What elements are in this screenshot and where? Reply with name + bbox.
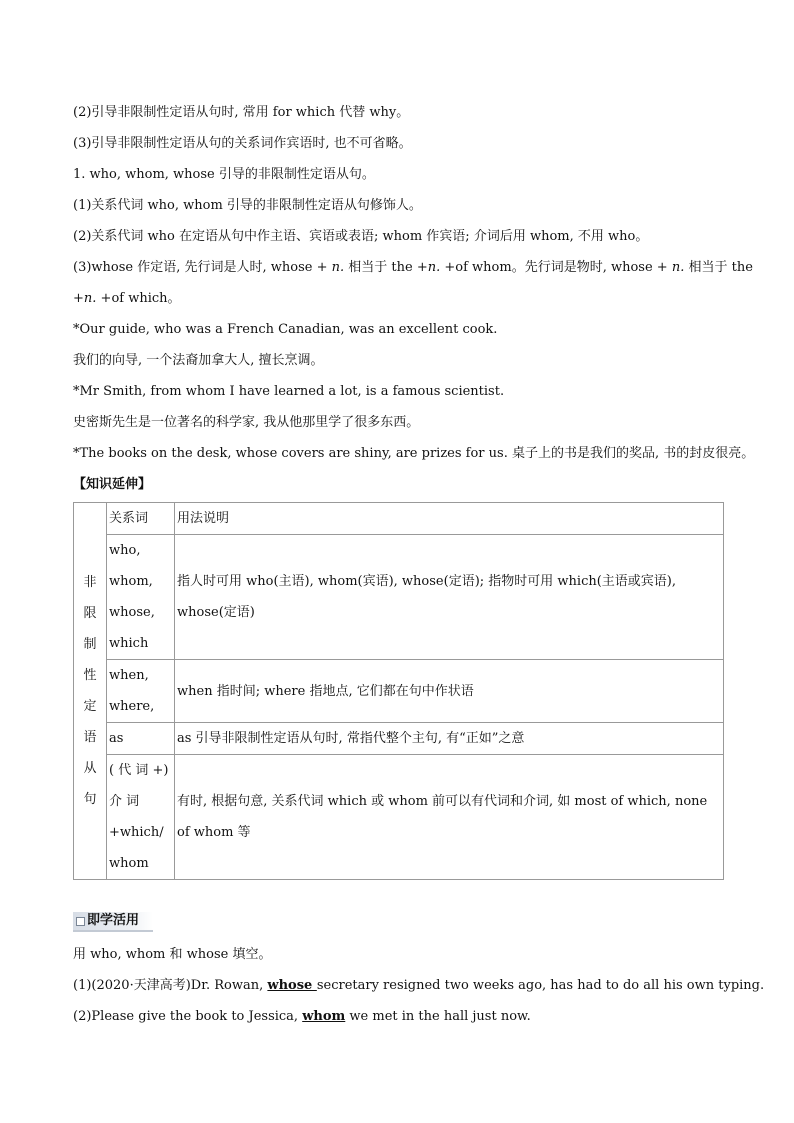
question-text: (1)(2020·天津高考)Dr. Rowan,	[73, 978, 268, 993]
relative-word: who,	[109, 543, 141, 558]
relative-word: where,	[109, 699, 155, 714]
text-line	[73, 258, 753, 278]
noun-abbr: n.	[427, 260, 441, 275]
section-heading: 【知识延伸】	[73, 477, 152, 492]
side-char: 句	[83, 792, 97, 807]
text-line: (3)引导非限制性定语从句的关系词作宾语时, 也不可省略。	[73, 136, 412, 151]
text-segment: 相当于 the	[684, 260, 753, 275]
side-char: 限	[83, 606, 97, 621]
text-line: (2)引导非限制性定语从句时, 常用 for which 代替 why。	[73, 105, 410, 120]
noun-abbr: n.	[331, 260, 345, 275]
usage-cell: as 引导非限制性定语从句时, 常指代整个主句, 有“正如”之意	[175, 723, 724, 755]
side-char: 语	[83, 730, 97, 745]
text-line: 1. who, whom, whose 引导的非限制性定语从句。	[73, 167, 375, 182]
side-char: 定	[83, 699, 97, 714]
practice-instruction: 用 who, whom 和 whose 填空。	[73, 947, 272, 962]
relative-word: as	[109, 731, 124, 746]
text-segment: 相当于 the +	[344, 260, 428, 275]
noun-abbr: n.	[671, 260, 685, 275]
relative-word: whom	[109, 856, 149, 871]
side-char: 非	[83, 575, 97, 590]
practice-badge	[73, 912, 153, 932]
noun-abbr: n.	[83, 291, 97, 306]
example-mixed: *The books on the desk, whose covers are shiny, are prizes for us. 桌子上的书是我们的奖品, 书的封皮很亮。	[73, 446, 755, 461]
relative-word-cell	[107, 723, 175, 755]
practice-badge-label: 即学活用	[87, 913, 140, 928]
question-text: secretary resigned two weeks ago, has had to do all his own typing.	[316, 978, 765, 993]
side-char: 性	[83, 668, 97, 683]
usage-cell: 有时, 根据句意, 关系代词 which 或 whom 前可以有代词和介词, 如 most of which, none of whom 等	[175, 755, 724, 880]
side-char: 制	[83, 637, 97, 652]
example-english: *Mr Smith, from whom I have learned a lot, is a famous scientist.	[73, 384, 505, 399]
example-chinese: 史密斯先生是一位著名的科学家, 我从他那里学了很多东西。	[73, 415, 420, 430]
practice-question-1	[73, 976, 764, 996]
table-header-row	[74, 503, 724, 535]
table-row	[74, 755, 724, 880]
answer-blank: whom	[302, 1009, 346, 1024]
text-segment: (3)whose 作定语, 先行词是人时, whose +	[73, 260, 332, 275]
usage-cell: 指人时可用 who(主语), whom(宾语), whose(定语); 指物时可用 which(主语或宾语), whose(定语)	[175, 535, 724, 660]
relative-word: which	[109, 636, 149, 651]
relative-word: +which/	[109, 825, 164, 840]
text-line: (1)关系代词 who, whom 引导的非限制性定语从句修饰人。	[73, 198, 422, 213]
table-row	[74, 535, 724, 660]
relative-words-table	[73, 502, 724, 880]
relative-word: ( 代 词 +)	[109, 763, 169, 778]
header-cell: 关系词	[107, 503, 175, 535]
question-text: we met in the hall just now.	[345, 1009, 531, 1024]
usage-cell: when 指时间; where 指地点, 它们都在句中作状语	[175, 660, 724, 723]
side-char: 从	[83, 761, 97, 776]
relative-word: whose,	[109, 605, 155, 620]
relative-word-cell	[107, 660, 175, 723]
example-chinese: 我们的向导, 一个法裔加拿大人, 擅长烹调。	[73, 353, 324, 368]
relative-word-cell	[107, 755, 175, 880]
relative-word: 介 词	[109, 794, 140, 809]
side-label-cell	[74, 503, 107, 880]
text-line: (2)关系代词 who 在定语从句中作主语、宾语或表语; whom 作宾语; 介词后用 whom, 不用 who。	[73, 229, 649, 244]
text-segment: +of whom。先行词是物时, whose +	[440, 260, 672, 275]
relative-word-cell	[107, 535, 175, 660]
table-row	[74, 723, 724, 755]
example-english: *Our guide, who was a French Canadian, was an excellent cook.	[73, 322, 498, 337]
table-row	[74, 660, 724, 723]
relative-word: when,	[109, 668, 149, 683]
badge-square-icon	[76, 917, 85, 926]
question-text: (2)Please give the book to Jessica,	[73, 1009, 303, 1024]
text-segment: +of which。	[96, 291, 181, 306]
header-cell: 用法说明	[175, 503, 724, 535]
answer-blank: whose	[267, 978, 317, 993]
text-line	[73, 289, 181, 309]
text-segment: +	[73, 291, 84, 306]
practice-question-2	[73, 1007, 531, 1027]
relative-word: whom,	[109, 574, 153, 589]
